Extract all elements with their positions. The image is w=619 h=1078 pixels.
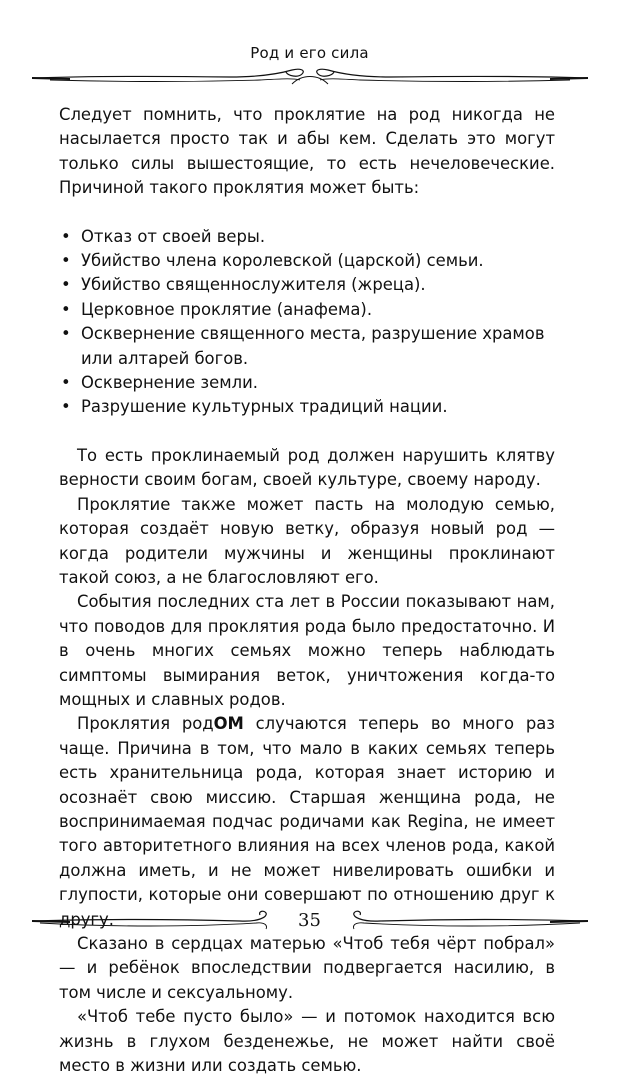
paragraph-2: Проклятие также может пасть на молодую семью, которая создаёт новую ветку, образуя новый род — когда родители мужчины и женщины проклинают такой союз, а не благословляют его. bbox=[59, 494, 555, 587]
top-ornament bbox=[30, 62, 590, 90]
list-item: • Осквернение земли. bbox=[59, 371, 555, 395]
paragraph-1: То есть проклинаемый род должен нарушить клятву верности своим богам, своей культуре, своему народу. bbox=[59, 445, 555, 490]
list-item: • Убийство священнослужителя (жреца). bbox=[59, 273, 555, 297]
paragraph-4-end: случаются теперь во много раз чаще. Причина в том, что мало в каких семьях теперь есть хранительница рода, которая знает историю и осознаёт свою миссию. Старшая женщина рода, не воспринимаемая подчас родичами как Regina, не имеет того авторитетного влияния на всех членов рода, какой должна иметь, и не может нивелировать ошибки и глупости, которые они совершают по отношению друг к другу. bbox=[59, 714, 556, 929]
intro-paragraph: Следует помнить, что проклятие на род никогда не насылается просто так и абы кем. Сделать это могут только силы вышестоящие, то есть нечеловеческие. Причиной такого проклятия может быть: bbox=[59, 105, 555, 198]
list-item: • Отказ от своей веры. bbox=[59, 225, 555, 249]
paragraph-4-start: Проклятия род bbox=[77, 714, 214, 734]
paragraph-6: «Чтоб тебе пусто было» — и потомок находится всю жизнь в глухом безденежье, не может найти своё место в жизни или создать семью. bbox=[59, 1007, 555, 1076]
list-item: • Убийство члена королевской (царской) семьи. bbox=[59, 249, 555, 273]
paragraph-4-bold: ОМ bbox=[213, 714, 244, 734]
page-number: 35 bbox=[298, 910, 321, 931]
list-item: • Церковное проклятие (анафема). bbox=[59, 298, 555, 322]
list-item: • Разрушение культурных традиций нации. bbox=[59, 395, 555, 419]
paragraph-3: События последних ста лет в России показывают нам, что поводов для проклятия рода было предостаточно. И в очень многих семьях можно теперь наблюдать симптомы вымирания веток, уничтожения когда-то мощных и славных родов. bbox=[59, 592, 555, 709]
running-head: Род и его сила bbox=[250, 44, 369, 62]
paragraph-5: Сказано в сердцах матерью «Чтоб тебя чёрт побрал» — и ребёнок впоследствии подвергается насилию, в том числе и сексуальному. bbox=[59, 934, 555, 1002]
list-item: • Осквернение священного места, разрушение храмов или алтарей богов. bbox=[59, 322, 555, 371]
cause-list bbox=[59, 225, 555, 420]
paragraph-4 bbox=[59, 712, 555, 932]
